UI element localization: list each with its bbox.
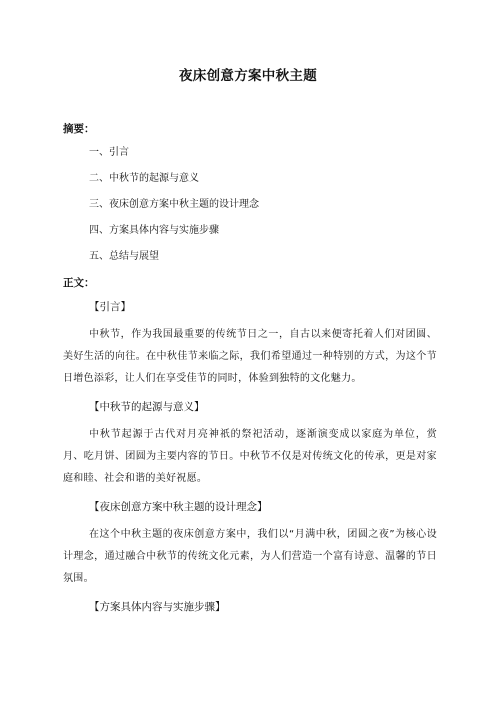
toc-item: 一、引言 [89,147,129,158]
toc-item: 二、中秋节的起源与意义 [89,173,199,184]
section-title-introduction: 【引言】 [89,301,131,313]
toc-item: 四、方案具体内容与实施步骤 [89,225,219,236]
body-label: 正文： [63,277,95,289]
table-of-contents [63,146,259,276]
document-title: 夜床创意方案中秋主题 [179,68,317,84]
section-paragraph-introduction: 中秋节，作为我国最重要的传统节日之一，自古以来便寄托着人们对团圆、美好生活的向往。在中秋佳节来临之际，我们希望通过一种特别的方式，为这个节日增色添彩，让人们在享受佳节的同时，体验到独特的文化魅力。 [63,329,437,384]
section-paragraph-design-concept: 在这个中秋主题的夜床创意方案中，我们以“月满中秋，团圆之夜”为核心设计理念，通过融合中秋节的传统文化元素，为人们营造一个富有诗意、温馨的节日氛围。 [63,529,437,584]
section-paragraph-origin: 中秋节起源于古代对月亮神祇的祭祀活动，逐渐演变成以家庭为单位，赏月、吃月饼、团圆为主要内容的节日。中秋节不仅是对传统文化的传承，更是对家庭和睦、社会和谐的美好祝愿。 [63,429,437,484]
abstract-label: 摘要： [63,123,95,135]
body-content [63,300,437,624]
section-title-implementation: 【方案具体内容与实施步骤】 [89,601,226,613]
toc-item: 五、总结与展望 [89,251,159,262]
section-title-design-concept: 【夜床创意方案中秋主题的设计理念】 [89,501,268,513]
section-title-origin: 【中秋节的起源与意义】 [89,401,205,413]
toc-item: 三、夜床创意方案中秋主题的设计理念 [89,199,259,210]
